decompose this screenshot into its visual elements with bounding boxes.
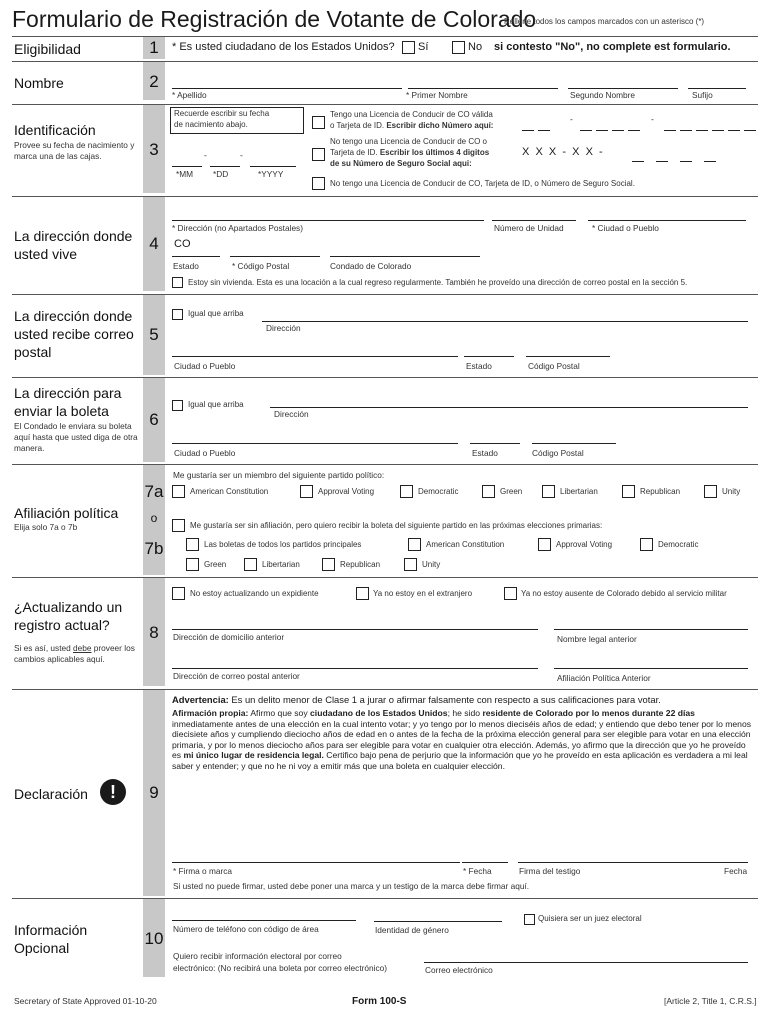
no-id-label: No tengo una Licencia de Conducir de CO, Tarjeta de ID, o Número de Seguro Social.	[330, 179, 635, 188]
prev-residence-label: Dirección de domicilio anterior	[173, 632, 285, 642]
update-instructions-pre: Si es así, usted	[14, 643, 74, 653]
divider	[12, 464, 758, 465]
prev-residence-field[interactable]	[172, 629, 538, 630]
county-label: Condado de Colorado	[330, 261, 412, 271]
co-license-label-1: Tengo una Licencia de Conducir de CO válida	[330, 110, 493, 119]
divider	[12, 61, 758, 62]
affirmation-text: Afirmo que soy	[248, 708, 311, 718]
prev-mailing-label: Dirección de correo postal anterior	[173, 671, 300, 681]
witness-label: Firma del testigo	[519, 866, 581, 876]
affirmation-text: inmediatamente antes de una elección en la cual intento votar; y yo tengo por lo menos dieciséis años de edad; y entiendo que debo tener por lo menos diecisiete años y cumpliendo dieciocho años de edad en o antes de la fecha de la próxima elección general para ser elegible para votar en una elección primaria, y por lo menos dieciocho años para ser elegible para votar en cualquier otra elección. Además, yo afirmo que la dirección que yo he proveído es	[172, 718, 752, 761]
phone-field[interactable]	[172, 920, 356, 921]
section-number: 3	[149, 140, 159, 159]
divider	[12, 36, 758, 37]
divider	[12, 294, 758, 295]
license-digit	[522, 130, 534, 131]
ballot-party-label: Green	[204, 560, 227, 569]
ballot-party-label: Libertarian	[262, 560, 300, 569]
prev-affiliation-label: Afiliación Política Anterior	[557, 673, 651, 683]
signature-note: Si usted no puede firmar, usted debe poner una marca y un testigo de la marca debe firmar aquí.	[173, 881, 530, 891]
or-label: o	[150, 511, 158, 525]
homeless-checkbox[interactable]	[172, 277, 183, 288]
citizen-no-checkbox[interactable]	[452, 41, 465, 54]
ballot-checkbox-libertarian[interactable]	[244, 558, 257, 571]
footer-form-number: Form 100-S	[352, 996, 407, 1007]
last-name-field[interactable]	[172, 88, 402, 89]
section-title-eligibility: Eligibilidad	[14, 41, 81, 57]
section-title-update: ¿Actualizando un registro actual?	[14, 599, 123, 633]
update-instructions	[14, 643, 138, 665]
signature-date-label: * Fecha	[463, 866, 492, 876]
identification-instructions: Provee su fecha de nacimiento y marca una de las cajas.	[14, 140, 135, 161]
affiliation-instructions: Elija solo 7a o 7b	[14, 522, 78, 532]
divider	[12, 689, 758, 690]
no-label: No	[468, 41, 483, 53]
mailing-same-checkbox[interactable]	[172, 309, 183, 320]
citizen-warning: si contesto "No", no complete est formulario.	[494, 41, 731, 53]
update-instructions-must: debe	[73, 643, 92, 653]
county-field[interactable]	[330, 256, 480, 257]
section-title-ballot: La dirección para enviar la boleta	[14, 385, 122, 419]
mailing-address-field[interactable]	[262, 321, 748, 322]
party-label: Democratic	[418, 487, 459, 496]
dob-month-label: *MM	[176, 169, 194, 179]
required-note: Rellene todos los campos marcados con un asterisco (*)	[504, 17, 705, 26]
ballot-checkbox-democratic[interactable]	[640, 538, 653, 551]
ballot-checkbox-green[interactable]	[186, 558, 199, 571]
ssn-digit	[680, 161, 692, 162]
party-intro-7a: Me gustaría ser un miembro del siguiente partido político:	[173, 470, 385, 480]
unit-label: Número de Unidad	[494, 223, 564, 233]
section-title-name: Nombre	[14, 75, 64, 91]
divider	[12, 898, 758, 899]
affirmation-bold: mi único lugar de residencia legal.	[183, 750, 324, 761]
party-checkbox-republican[interactable]	[622, 485, 635, 498]
residence-address-field[interactable]	[172, 220, 484, 221]
divider	[12, 377, 758, 378]
section-number: 6	[149, 410, 159, 429]
affirmation-label: Afirmación propia:	[172, 708, 249, 718]
license-digit	[664, 130, 676, 131]
email-field[interactable]	[424, 962, 748, 963]
dob-separator: -	[204, 150, 207, 160]
state-field[interactable]	[172, 256, 220, 257]
co-license-label-2-text: o Tarjeta de ID.	[330, 121, 385, 130]
unaffiliated-checkbox[interactable]	[172, 519, 185, 532]
ballot-instructions: El Condado le enviara su boleta aquí hasta que usted diga de otra manera.	[14, 421, 138, 453]
email-label: Correo electrónico	[425, 965, 493, 975]
party-checkbox-libertarian[interactable]	[542, 485, 555, 498]
not-military-checkbox[interactable]	[504, 587, 517, 600]
party-label: Unity	[722, 487, 741, 496]
ballot-city-label: Ciudad o Pueblo	[174, 448, 236, 458]
zip-label: * Código Postal	[232, 261, 290, 271]
affirmation-text: ; he sido	[447, 708, 483, 718]
ballot-party-label: Unity	[422, 560, 441, 569]
first-name-field[interactable]	[408, 88, 558, 89]
homeless-label: Estoy sin vivienda. Esta es una locación a la cual regreso regularmente. También he proveído una dirección de correo postal en la sección 5.	[188, 278, 688, 287]
party-checkbox-green[interactable]	[482, 485, 495, 498]
ssn-digit	[632, 161, 644, 162]
ssn-label-bold-1: Escribir los últimos 4 digitos	[379, 148, 490, 157]
party-label: Libertarian	[560, 487, 598, 496]
ssn-mask: X X X - X X -	[522, 146, 603, 158]
ballot-checkbox-american-constitution[interactable]	[408, 538, 421, 551]
ballot-state-field[interactable]	[470, 443, 520, 444]
section-number: 4	[149, 234, 159, 253]
signature-field[interactable]	[172, 862, 460, 863]
divider	[12, 577, 758, 578]
mailing-state-label: Estado	[466, 361, 492, 371]
ssn-digit	[656, 161, 668, 162]
dob-day-label: *DD	[213, 169, 229, 179]
middle-name-field[interactable]	[568, 88, 678, 89]
dob-reminder-line2: de nacimiento abajo.	[174, 120, 248, 129]
license-digit	[744, 130, 756, 131]
ballot-same-checkbox[interactable]	[172, 400, 183, 411]
section-number-7b: 7b	[144, 539, 164, 558]
prev-name-field[interactable]	[554, 629, 748, 630]
party-checkbox-unity[interactable]	[704, 485, 717, 498]
ballot-checkbox-republican[interactable]	[322, 558, 335, 571]
residence-city-field[interactable]	[588, 220, 746, 221]
license-digit	[596, 130, 608, 131]
ballot-party-label: American Constitution	[426, 540, 505, 549]
dob-month-field[interactable]	[172, 166, 202, 167]
license-digit	[696, 130, 708, 131]
section-number: 1	[149, 38, 159, 57]
party-label: Green	[500, 487, 523, 496]
unaffiliated-label: Me gustaría ser sin afiliación, pero quiero recibir la boleta del siguiente partido en las próximas elecciones primarias:	[190, 521, 603, 530]
license-digit	[538, 130, 550, 131]
not-updating-label: No estoy actualizando un expidiente	[190, 589, 319, 598]
first-name-label: * Primer Nombre	[406, 90, 468, 100]
divider	[12, 196, 758, 197]
party-label: Approval Voting	[318, 487, 375, 496]
affirmation-bold: residente de Colorado por lo menos durante 22 días	[482, 708, 695, 718]
section-number: 8	[149, 623, 159, 642]
state-value: CO	[174, 238, 191, 250]
declaration-affirmation	[172, 708, 752, 772]
election-judge-checkbox[interactable]	[524, 914, 535, 925]
gender-label: Identidad de género	[375, 925, 449, 935]
witness-date-label: Fecha	[724, 866, 748, 876]
citizen-question: * Es usted ciudadano de los Estados Unidos?	[172, 41, 395, 53]
witness-signature-field[interactable]	[518, 862, 748, 863]
prev-mailing-field[interactable]	[172, 668, 538, 669]
mailing-zip-field[interactable]	[526, 356, 610, 357]
yes-label: Sí	[418, 41, 429, 53]
state-label: Estado	[173, 261, 199, 271]
suffix-field[interactable]	[688, 88, 746, 89]
not-updating-checkbox[interactable]	[172, 587, 185, 600]
license-separator: -	[570, 114, 573, 124]
mailing-address-label: Dirección	[266, 323, 301, 333]
warning-icon: !	[100, 779, 126, 805]
ssn-label-2	[330, 148, 489, 157]
section-number-7a: 7a	[144, 482, 164, 501]
license-digit	[680, 130, 692, 131]
prev-affiliation-field[interactable]	[554, 668, 748, 669]
dob-reminder-line1: Recuerde escribir su fecha	[174, 109, 270, 118]
signature-label: * Firma o marca	[173, 866, 233, 876]
party-checkbox-democratic[interactable]	[400, 485, 413, 498]
party-label: Republican	[640, 487, 681, 496]
section-title-identification: Identificación	[14, 122, 96, 138]
section-number: 9	[149, 783, 159, 802]
license-digit	[628, 130, 640, 131]
section-number: 10	[144, 929, 164, 948]
co-license-checkbox[interactable]	[312, 116, 325, 129]
section-title-declaration: Declaración	[14, 786, 88, 802]
ssn-label-1: No tengo una Licencia de Conducir de CO o	[330, 137, 487, 146]
section-number: 2	[149, 72, 159, 91]
affirmation-bold: ciudadano de los Estados Unidos	[310, 708, 448, 718]
footer-approved: Secretary of State Approved 01-10-20	[14, 996, 157, 1006]
email-pref-line2: electrónico: (No recibirá una boleta por correo electrónico)	[173, 963, 387, 973]
ssn-digit	[704, 161, 716, 162]
ballot-checkbox-all-major[interactable]	[186, 538, 199, 551]
ballot-checkbox-unity[interactable]	[404, 558, 417, 571]
update-instructions-post: proveer los cambios aplicables aquí.	[14, 643, 135, 664]
dob-year-label: *YYYY	[258, 169, 284, 179]
ballot-state-label: Estado	[472, 448, 498, 458]
ballot-checkbox-approval-voting[interactable]	[538, 538, 551, 551]
affirmation-text: Certifico bajo pena de perjurio que la información que yo he proveído en esta aplicación es verdadera a mi leal saber y entender; y que no he ni voy a emitir más que una boleta en cualquier elección.	[172, 750, 748, 771]
no-id-checkbox[interactable]	[312, 177, 325, 190]
phone-label: Número de teléfono con código de área	[173, 924, 319, 934]
ssn-label-3	[330, 159, 472, 168]
form-title: Formulario de Registración de Votante de Colorado	[12, 6, 537, 32]
ballot-zip-label: Código Postal	[532, 448, 584, 458]
footer-article: [Article 2, Title 1, C.R.S.]	[664, 996, 757, 1006]
mailing-city-field[interactable]	[172, 356, 458, 357]
address-label: * Dirección (no Apartados Postales)	[172, 223, 303, 233]
gender-field[interactable]	[374, 921, 502, 922]
middle-name-label: Segundo Nombre	[570, 90, 636, 100]
ballot-zip-field[interactable]	[532, 443, 616, 444]
signature-date-field[interactable]	[462, 862, 508, 863]
license-separator: -	[651, 114, 654, 124]
ballot-same-label: Igual que arriba	[188, 400, 244, 409]
ssn-checkbox[interactable]	[312, 148, 325, 161]
ballot-city-field[interactable]	[172, 443, 458, 444]
declaration-warning-label: Advertencia:	[172, 694, 229, 705]
license-digit	[728, 130, 740, 131]
not-military-label: Ya no estoy ausente de Colorado debido al servicio militar	[521, 589, 727, 598]
mailing-state-field[interactable]	[464, 356, 514, 357]
ballot-party-label: Democratic	[658, 540, 699, 549]
citizen-yes-checkbox[interactable]	[402, 41, 415, 54]
co-license-label-bold: Escribir dicho Número aquí:	[386, 121, 494, 130]
ssn-label-2-text: Tarjeta de ID.	[330, 148, 378, 157]
section-title-residence: La dirección donde usted vive	[14, 228, 133, 262]
prev-name-label: Nombre legal anterior	[557, 634, 637, 644]
mailing-same-label: Igual que arriba	[188, 309, 244, 318]
section-title-mailing: La dirección donde usted recibe correo postal	[14, 308, 134, 360]
section-title-affiliation: Afiliación política	[14, 505, 119, 521]
mailing-zip-label: Código Postal	[528, 361, 580, 371]
not-abroad-label: Ya no estoy en el extranjero	[373, 589, 473, 598]
co-license-label-2	[330, 121, 493, 130]
ballot-party-label: Republican	[340, 560, 381, 569]
party-checkbox-approval-voting[interactable]	[300, 485, 313, 498]
unit-number-field[interactable]	[492, 220, 576, 221]
email-pref-line1: Quiero recibir información electoral por correo	[173, 951, 342, 961]
dob-year-field[interactable]	[250, 166, 296, 167]
declaration-warning	[172, 694, 661, 705]
party-checkbox-american-constitution[interactable]	[172, 485, 185, 498]
suffix-label: Sufijo	[692, 90, 713, 100]
ballot-address-label: Dirección	[274, 409, 309, 419]
mailing-city-label: Ciudad o Pueblo	[174, 361, 236, 371]
license-digit	[612, 130, 624, 131]
party-label: American Constitution	[190, 487, 269, 496]
last-name-label: * Apellido	[172, 90, 207, 100]
zip-field[interactable]	[230, 256, 320, 257]
city-label: * Ciudad o Pueblo	[592, 223, 659, 233]
election-judge-label: Quisiera ser un juez electoral	[538, 914, 642, 923]
dob-separator: -	[240, 150, 243, 160]
section-title-optional: Información Opcional	[14, 922, 88, 956]
ssn-label-bold-2: de su Número de Seguro Social aqui:	[330, 159, 472, 168]
divider	[12, 104, 758, 105]
license-digit	[580, 130, 592, 131]
declaration-warning-text: Es un delito menor de Clase 1 a jurar o afirmar falsamente con respecto a sus calificaciones para votar.	[228, 694, 661, 705]
ballot-party-label: Las boletas de todos los partidos principales	[204, 540, 362, 549]
license-digit	[712, 130, 724, 131]
dob-day-field[interactable]	[210, 166, 240, 167]
ballot-address-field[interactable]	[270, 407, 748, 408]
ballot-party-label: Approval Voting	[556, 540, 613, 549]
section-number: 5	[149, 325, 159, 344]
not-abroad-checkbox[interactable]	[356, 587, 369, 600]
